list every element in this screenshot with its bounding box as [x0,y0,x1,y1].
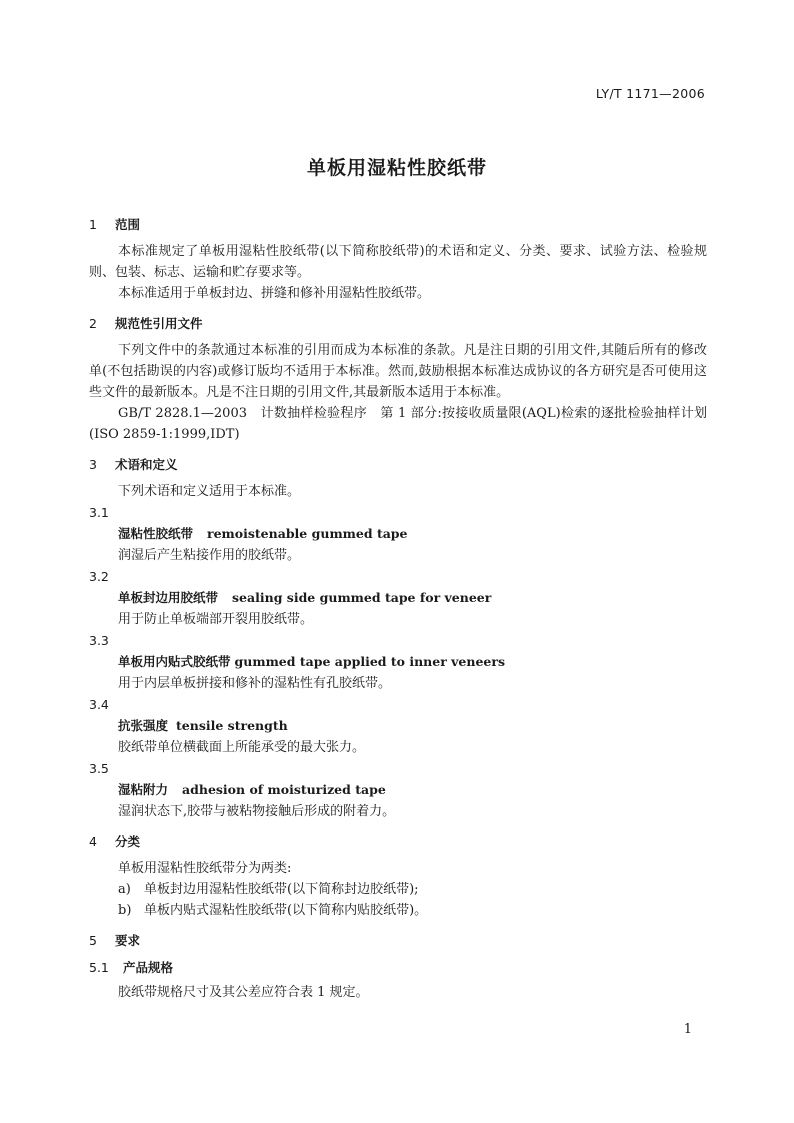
term-definition: 用于内层单板拼接和修补的湿粘性有孔胶纸带。 [118,676,392,691]
term-entry [89,758,707,822]
paragraph: 下列文件中的条款通过本标准的引用而成为本标准的条款。凡是注日期的引用文件,其随后所有的修改单(不包括勘误的内容)或修订版均不适用于本标准。然而,鼓励根据本标准达成协议的各方研究是否可使用这些文件的最新版本。凡是不注日期的引用文件,其最新版本适用于本标准。 [89,343,707,400]
reference-entry: GB/T 2828.1—2003 计数抽样检验程序 第 1 部分:按接收质量限(AQL)检索的逐批检验抽样计划(ISO 2859-1:1999,IDT) [89,406,707,442]
term-number: 3.2 [89,569,109,584]
document-title: 单板用湿粘性胶纸带 [306,157,487,179]
term-chinese: 抗张强度 [118,718,169,733]
term-definition: 润湿后产生粘接作用的胶纸带。 [118,548,301,563]
paragraph: 胶纸带规格尺寸及其公差应符合表 1 规定。 [118,985,369,1000]
section-heading-classification: 4 分类 [89,834,141,849]
term-number: 3.5 [89,761,109,776]
term-english: sealing side gummed tape for veneer [232,590,492,605]
standard-code: LY/T 1171—2006 [595,86,705,101]
section-heading-normative: 2 规范性引用文件 [89,316,203,331]
term-english: tensile strength [176,718,288,733]
paragraph: 本标准规定了单板用湿粘性胶纸带(以下简称胶纸带)的术语和定义、分类、要求、试验方法、检验规则、包装、标志、运输和贮存要求等。 [89,244,707,280]
term-chinese: 湿粘性胶纸带 [118,526,194,541]
section-heading-terms: 3 术语和定义 [89,457,178,472]
term-entry [89,502,707,566]
term-number: 3.3 [89,633,109,648]
list-item: a) 单板封边用湿粘性胶纸带(以下简称封边胶纸带); [118,882,419,897]
paragraph: 本标准适用于单板封边、拼缝和修补用湿粘性胶纸带。 [118,286,431,301]
term-definition: 湿润状态下,胶带与被粘物接触后形成的附着力。 [118,804,396,819]
section-heading-scope: 1 范围 [89,217,141,232]
term-chinese: 单板用内贴式胶纸带 [118,654,231,669]
term-definition: 用于防止单板端部开裂用胶纸带。 [118,612,314,627]
section-heading-requirements: 5 要求 [89,933,141,948]
term-entry [89,694,707,758]
term-chinese: 湿粘附力 [118,782,169,797]
term-entry [89,566,707,630]
term-number: 3.4 [89,697,109,712]
term-number: 3.1 [89,505,109,520]
page-number: 1 [683,1022,692,1037]
document-body [89,214,707,1003]
term-english: adhesion of moisturized tape [182,782,386,797]
paragraph: 单板用湿粘性胶纸带分为两类: [118,861,292,876]
term-chinese: 单板封边用胶纸带 [118,590,219,605]
subsection-heading-product-spec: 5.1 产品规格 [89,960,174,975]
list-item: b) 单板内贴式湿粘性胶纸带(以下简称内贴胶纸带)。 [118,903,428,918]
term-english: remoistenable gummed tape [207,526,408,541]
term-english: gummed tape applied to inner veneers [234,654,505,669]
term-definition: 胶纸带单位横截面上所能承受的最大张力。 [118,740,366,755]
term-entry [89,630,707,694]
paragraph: 下列术语和定义适用于本标准。 [118,484,301,499]
